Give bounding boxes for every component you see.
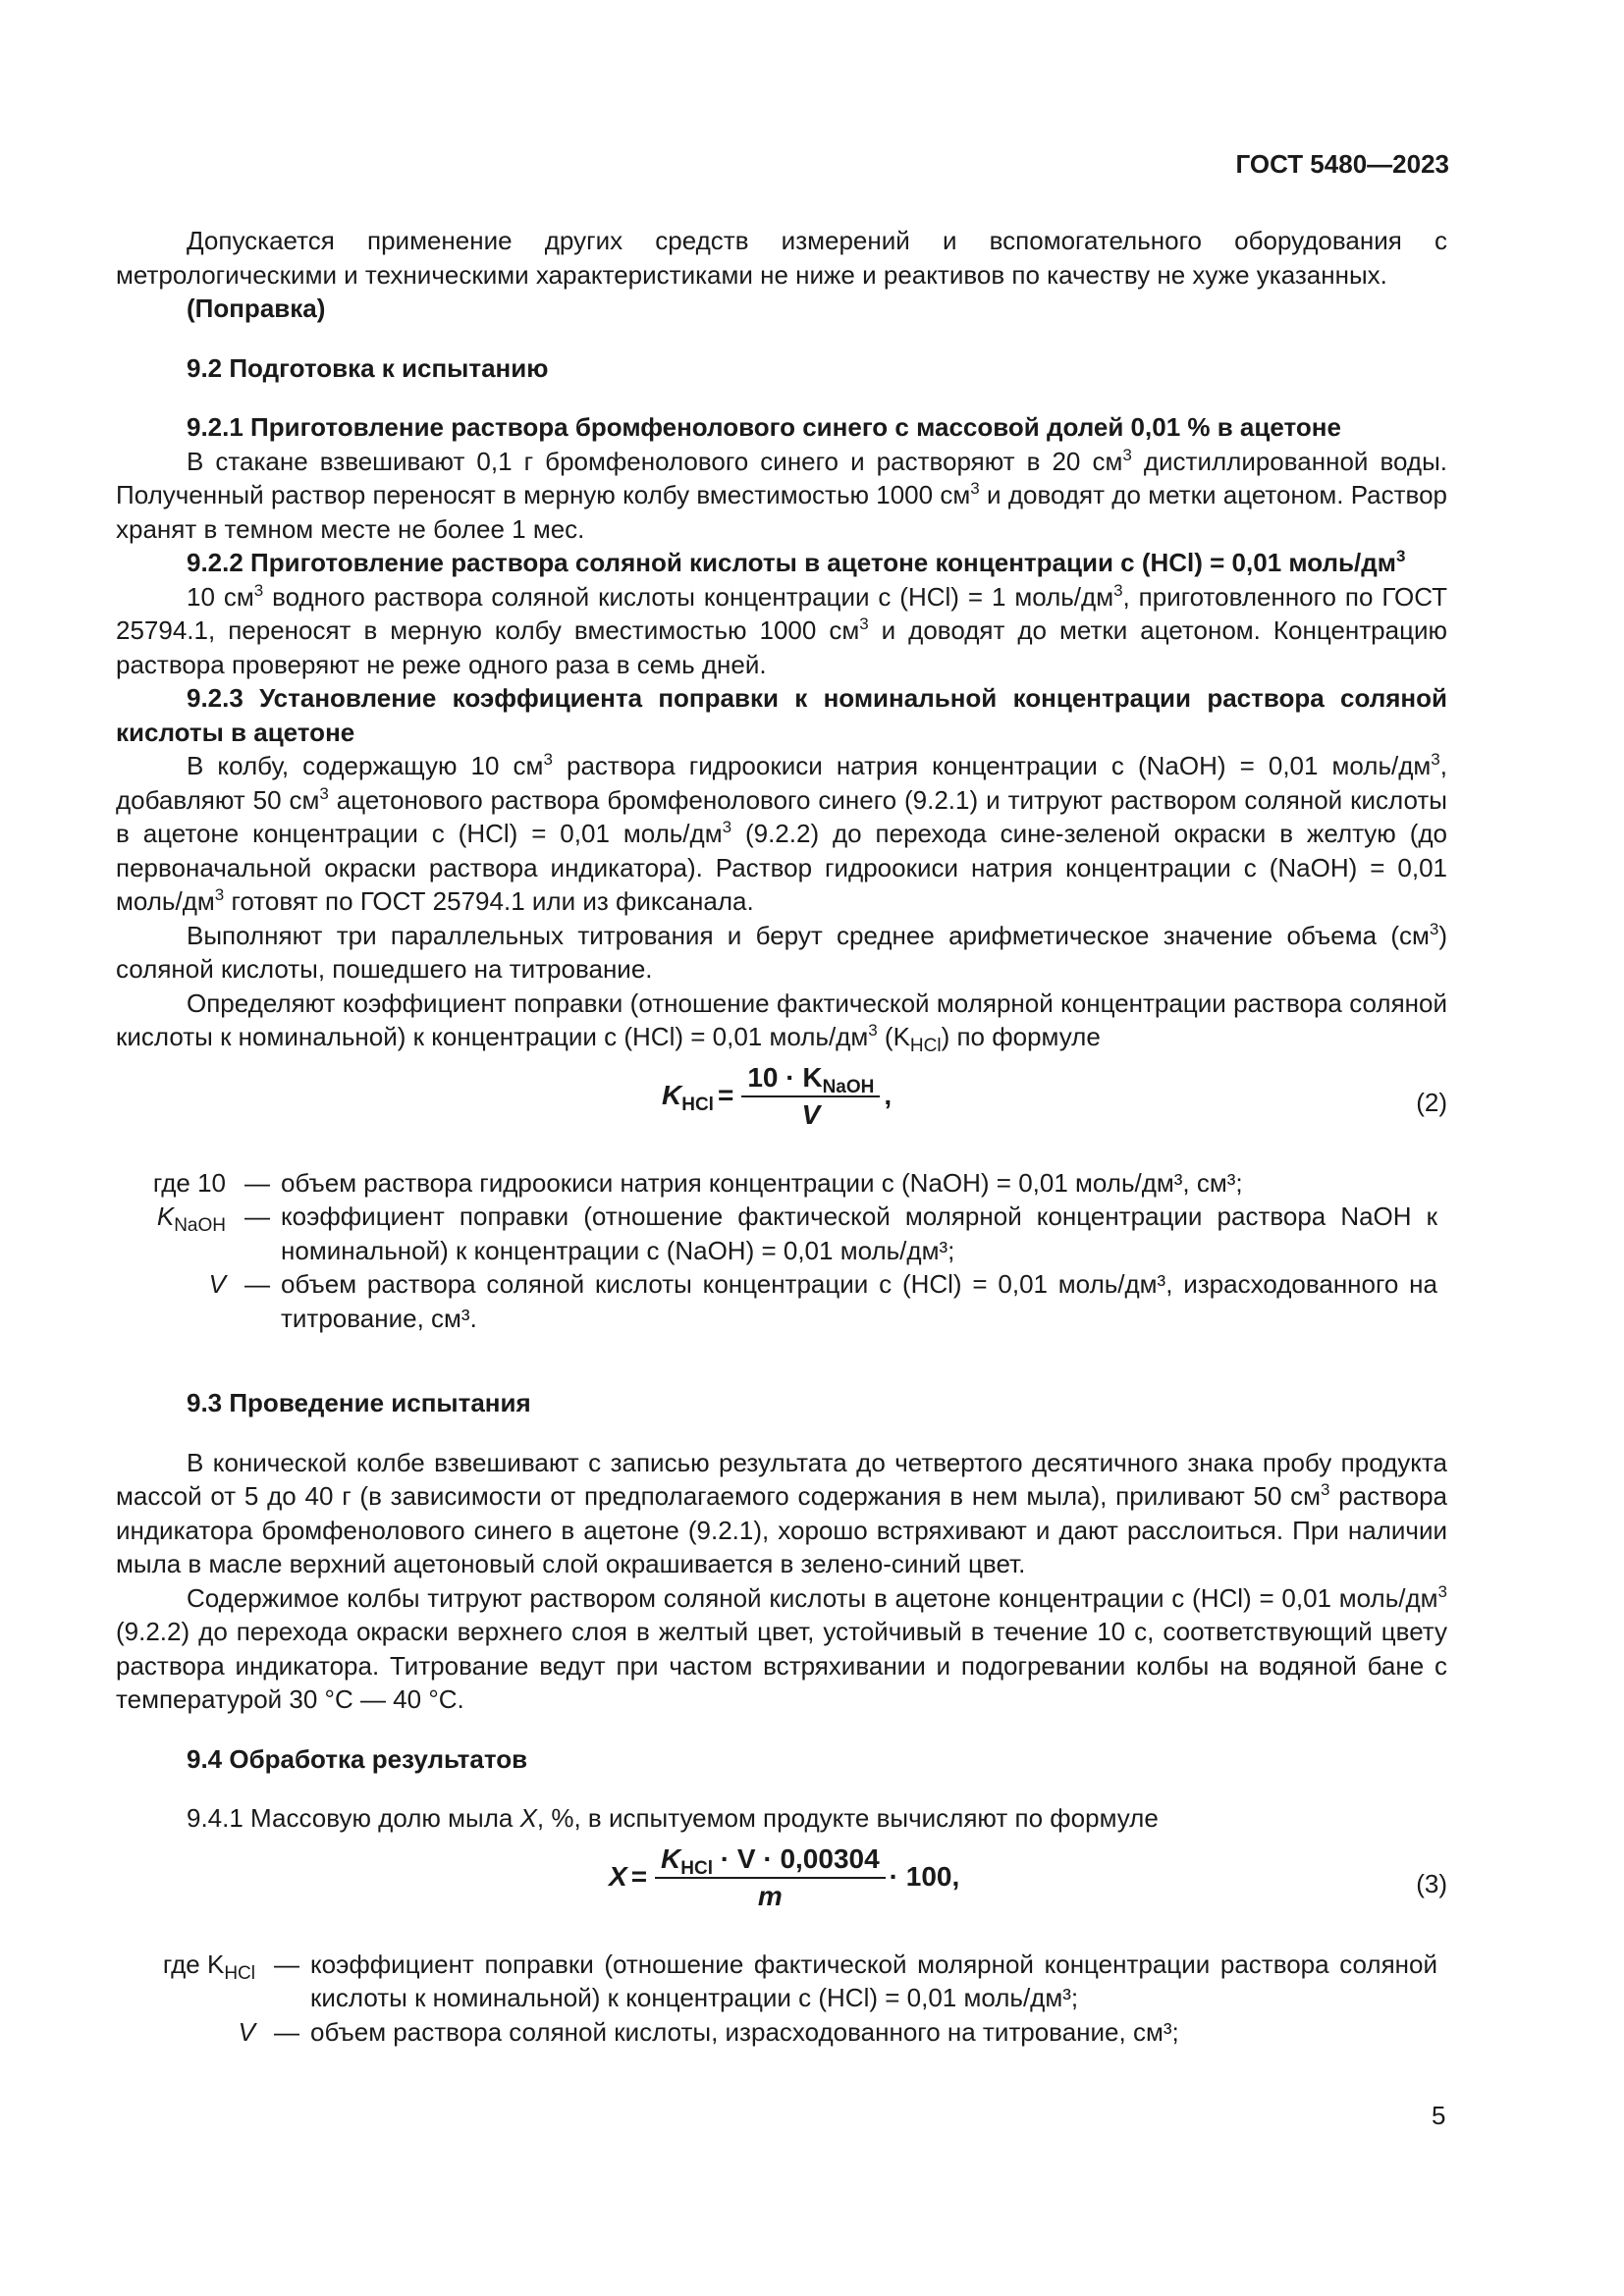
section-9-2-3-para-3: Определяют коэффициент поправки (отношение фактической молярной концентрации раствора соляной кислоты к номинальной) к концентрации c (HCl) = 0,01 моль/$дм^3$ $(K_{HCl})$ по формуле	[116, 988, 1447, 1056]
formula-3-legend	[116, 1948, 1447, 2050]
formula-2-legend	[116, 1166, 1447, 1336]
intro-paragraph: Допускается применение других средств измерений и вспомогательного оборудования с метрологическими и техническими характеристиками не ниже и реактивов по качеству не хуже указанных.	[116, 226, 1447, 290]
legend-term: $K_{NaOH}$	[156, 1201, 226, 1236]
page-body	[116, 224, 1447, 2049]
legend-dash: —	[244, 1201, 270, 1231]
legend-dash: —	[244, 1269, 270, 1299]
legend-dash: —	[274, 1949, 299, 1979]
legend-description: объем раствора гидроокиси натрия концентрации c (NaOH) = 0,01 моль/дм³, см³;	[281, 1167, 1243, 1198]
section-9-3-para-1: В конической колбе взвешивают с записью результата до четвертого десятичного знака пробу продукта массой от 5 до 40 г (в зависимости от предполагаемого содержания в нем мыла), приливают 50 $см^3$ раствора индикатора бромфенолового синего в ацетоне (9.2.1), хорошо встряхивают и дают расслоиться. При наличии мыла в масле верхний ацетоновый слой окрашивается в зелено-синий цвет.	[116, 1447, 1447, 1578]
formula-3-fraction: $\frac{K_{HCl} \cdot V \cdot 0,00304}{m}$	[655, 1843, 886, 1912]
section-9-2-3-title: 9.2.3 Установление коэффициента поправки к номинальной концентрации раствора соляной кислоты в ацетоне	[116, 683, 1447, 747]
section-9-2-3-para-1: В колбу, содержащую 10 $см^3$ раствора гидроокиси натрия концентрации c (NaOH) = 0,01 моль/$дм^3$, добавляют 50 $см^3$ ацетонового раствора бромфенолового синего (9.2.1) и титруют раствором соляной кислоты в ацетоне концентрации c (HCl) = 0,01 моль/$дм^3$ (9.2.2) до перехода сине-зеленой окраски в желтую (до первоначальной окраски раствора индикатора). Раствор гидроокиси натрия концентрации c (NaOH) = 0,01 моль/$дм^3$ готовят по ГОСТ 25794.1 или из фиксанала.	[116, 750, 1448, 916]
legend-term: где $K_{HCl}$	[162, 1949, 255, 1984]
legend-term: где 10	[152, 1167, 226, 1198]
legend-term: V	[208, 1269, 226, 1299]
legend-description: коэффициент поправки (отношение фактической молярной концентрации раствора соляной кислоты к номинальной) к концентрации c (HCl) = 0,01 моль/дм³;	[310, 1949, 1437, 2012]
formula-2-fraction: $\frac{10 \cdot K_{NaOH}}{V}$	[741, 1062, 880, 1131]
formula-2	[116, 1054, 1447, 1166]
formula-2-number: (2)	[1416, 1087, 1447, 1117]
section-9-2-1-title: 9.2.1 Приготовление раствора бромфенолового синего с массовой долей 0,01 % в ацетоне	[187, 412, 1341, 442]
correction-note: (Поправка)	[187, 294, 326, 323]
formula-3	[116, 1836, 1447, 1948]
formula-3-expression: X = $\frac{K_{HCl} \cdot V \cdot 0,00304}{m}$ · 100,	[609, 1842, 960, 1911]
document-code: ГОСТ 5480—2023	[1235, 149, 1449, 179]
section-9-4-title: 9.4 Обработка результатов	[187, 1743, 528, 1774]
section-9-4-1-text: 9.4.1 Массовую долю мыла X, %, в испытуемом продукте вычисляют по формуле	[187, 1803, 1159, 1833]
formula-2-expression: $K_{HCl}$ = $\frac{10 \cdot K_{NaOH}}{V}$ ,	[662, 1061, 893, 1130]
formula-3-number: (3)	[1416, 1868, 1447, 1898]
section-9-2-3-para-2: Выполняют три параллельных титрования и берут среднее арифметическое значение объема $(см^3)$ соляной кислоты, пошедшего на титрование.	[116, 919, 1447, 984]
section-9-3-title: 9.3 Проведение испытания	[187, 1388, 531, 1417]
section-9-3-para-2: Содержимое колбы титруют раствором соляной кислоты в ацетоне концентрации c (HCl) = 0,01 моль/$дм^3$ (9.2.2) до перехода окраски верхнего слоя в желтый цвет, устойчивый в течение 10 с, соответствующий цвету раствора индикатора. Титрование ведут при частом встряхивании и подогревании колбы на водяной бане с температурой 30 °C — 40 °C.	[116, 1581, 1447, 1714]
legend-dash: —	[244, 1167, 270, 1198]
legend-description: объем раствора соляной кислоты, израсходованного на титрование, см³;	[310, 2016, 1179, 2047]
section-9-2-2-title: 9.2.2 Приготовление раствора соляной кислоты в ацетоне концентрации c (HCl) = 0,01 моль/$дм^3$	[187, 547, 1406, 577]
page-number: 5	[1432, 2101, 1446, 2130]
legend-description: коэффициент поправки (отношение фактической молярной концентрации раствора NaOH к номинальной) к концентрации c (NaOH) = 0,01 моль/дм³;	[281, 1201, 1437, 1265]
legend-term: V	[238, 2016, 255, 2047]
section-9-2-1-text: В стакане взвешивают 0,1 г бромфенолового синего и растворяют в 20 $см^3$ дистиллированной воды. Полученный раствор переносят в мерную колбу вместимостью 1000 $см^3$ и доводят до метки ацетоном. Раствор хранят в темном месте не более 1 мес.	[116, 445, 1447, 544]
section-9-2-title: 9.2 Подготовка к испытанию	[187, 352, 549, 383]
section-9-2-2-text: 10 $см^3$ водного раствора соляной кислоты концентрации c (HCl) = 1 моль/$дм^3$, приготовленного по ГОСТ 25794.1, переносят в мерную колбу вместимостью 1000 $см^3$ и доводят до метки ацетоном. Концентрацию раствора проверяют не реже одного раза в семь дней.	[116, 580, 1448, 679]
legend-description: объем раствора соляной кислоты концентрации c (HCl) = 0,01 моль/дм³, израсходованного на титрование, см³.	[281, 1269, 1437, 1333]
legend-dash: —	[274, 2016, 299, 2047]
